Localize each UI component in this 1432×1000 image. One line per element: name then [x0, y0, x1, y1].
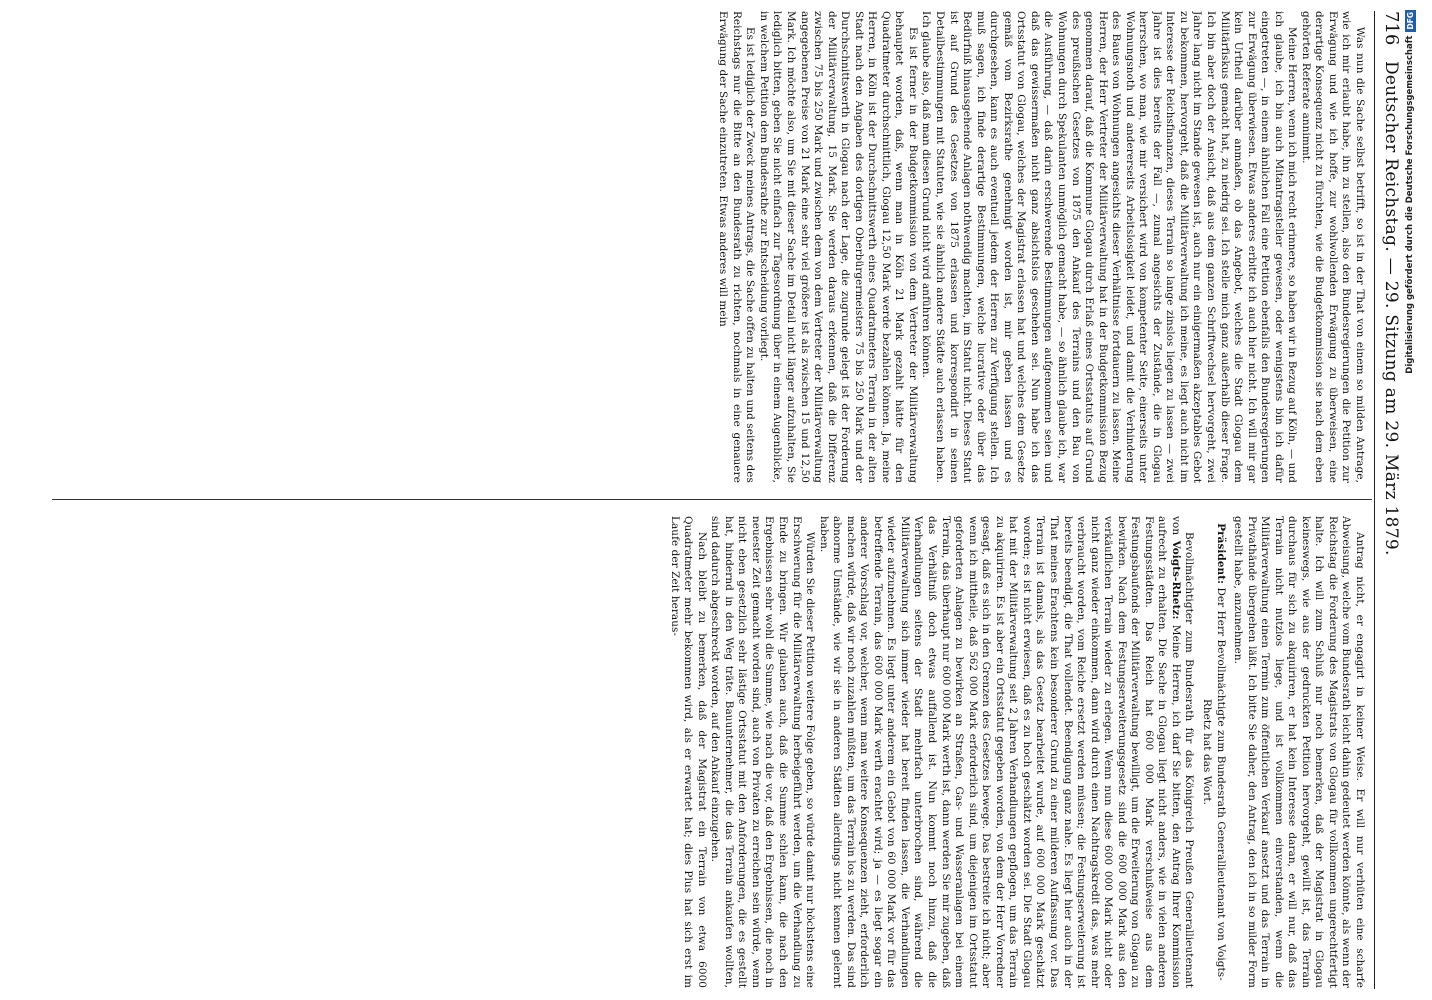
paragraph: Nach bleibt zu bemerken, daß der Magistrat ein Terrain von etwa 6000 Quadratmeter mehr bekommen wird, als er erwartet hat; dies Plus hat sich erst im Laufe der Zeit heraus-	[668, 516, 708, 988]
rotated-page-content	[30, 11, 1402, 989]
president-paragraph	[1199, 516, 1226, 988]
header-rule	[1374, 11, 1375, 989]
page-number: 716	[1381, 11, 1402, 46]
running-head-title: Deutscher Reichstag. — 29. Sitzung am 29. März 1879.	[1381, 61, 1401, 556]
dfg-logo: DFG	[1405, 12, 1415, 30]
paragraph: Antrag nicht, er engagirt in keiner Weise. Er will nur verhüten eine scharfe Abweisung, welche vom Bundesrath leicht dahin gedeutet werden könnte, als wenn der Reichstag die Forderung des Magistrats von Glogau für vollkommen ungerechtfertigt halte. Ich will zum Schluß nur noch bemerken, daß der Magistrat in Glogau keineswegs, wie aus der gedruckten Petition hervorgeht, gewillt ist, das Terrain durchaus für sich zu akquiriren, er hat kein Interesse daran, er will nur, daß das Terrain nicht nutzlos liege, und ist vollkommen einverstanden, wenn die Militärverwaltung einen Termin zum öffentlichen Verkauf ansetzt und das Terrain in Privathände übergehen läßt. Ich bitte Sie daher, den Antrag, den ich in so milder Form gestellt habe, anzunehmen.	[1232, 516, 1366, 988]
left-column	[46, 11, 1366, 483]
speaker-name: Voigts-Rhetz:	[1169, 540, 1182, 620]
speaker-title: Bevollmächtigter zum Bundesrath für das Königreich Preußen Generallieutenant von	[1169, 516, 1196, 988]
paragraph: Würden Sie dieser Petition weitere Folge geben, so würde damit nur höchstens eine Erschwerung für die Militärverwaltung herbeigeführt werden, um die Verhandlung zu Ende zu bringen. Wir glauben auch, daß die Summe schlen kann, die nach den Ergebnissen sehr wohl die Summe, wie nach die vor, daß den Ergebnissen, die noch in neuester Zeit gemacht worden sind, auch von Privaten zu erreichen sein würde, wenn nicht eben gesetzlich sehr lästige Ortsstatut mit den Anforderungen, die es gestellt hat, hindernd in den Weg träte. Bauunternehmer, die das Terrain ankaufen wollten, sind dadurch abgeschreckt worden, auf den Ankauf einzugehen.	[709, 516, 817, 988]
speech-text: Der Herr Bevollmächtigte zum Bundesrath Generallieutenant von Voigts-Rhetz hat das Wort.	[1200, 587, 1227, 981]
speech-paragraph	[816, 516, 1195, 988]
column-divider	[52, 499, 1372, 500]
paragraph: Es ist lediglich der Zweck meines Antrags, die Sache offen zu halten und seitens des Reichstags nur die Bitte an den Bundesrath zu richten, nochmals in eine genauere Erwägung der Sache einzutreten. Etwas anderes will mein	[717, 11, 757, 483]
speech-text: Meine Herren, ich darf Sie bitten, den Antrag Ihrer Kommission aufrecht zu erhalten. Die Sache in Glogau liegt nicht anders, wie in vielen anderen Festungsstädten. Das Reich hat 600 000 Mark verschußweise aus dem Festungsbaufonds der Militärverwaltung bewilligt, um die Erweiterung von Glogau zu bewirken. Nach dem Festungserweiterungsgesetz sind die 600 000 Mark aus den verkäuflichen Terrain wieder zu erlegen. Wenn nun diese 600 000 Mark nicht oder nicht ganz wieder einkommen, dann wird durch einen Nachtragskredit das, was mehr verbraucht worden, vom Reiche ersetzt werden müssen; die Festungserweiterung ist bereits beendigt, die That vollendet. Beendigung ganz nahe. Es liegt hier auch in der That meines Erachtens kein besonderer Grund zu einer milderen Auffassung vor. Das Terrain ist damals, als das Gesetz bearbeitet wurde, auf 600 000 Mark geschätzt worden; es ist nicht erwiesen, daß es zu hoch geschätzt worden sei. Die Stadt Glogau hat mit der Militärverwaltung seit 2 Jahren Verhandlungen gepflogen, um das Terrain zu akquiriren. Es ist aber ein Ortsstatut gegeben worden, von dem der Herr Vorredner gesagt, daß es sich in den Grenzen des Gesetzes bewege. Das bestreite ich nicht; aber wenn ich mittheile, daß 562 000 Mark erforderlich sind, um diejenigen im Ortsstatut geforderten Anlagen zu bewirken an Straßen, Gas- und Wasseranlagen bei einem Terrain, das überhaupt nur 600 000 Mark werth ist, dann werden Sie mir zugeben, daß das Verhältniß doch etwas auffallend ist. Nun kommt noch hinzu, daß die Verhandlungen seitens der Stadt mehrfach unterbrochen sind, während die Militärverwaltung sich immer wieder hat bereit finden lassen, die Verhandlungen wieder aufzunehmen. Es liegt unter anderem ein Gebot von 60 000 Mark vor für das betreffende Terrain, das 600 000 Mark werth erachtet wird; ja — es liegt sogar ein anderer Vorschlag vor, welcher, wenn man weitere Konsequenzen zieht, erforderlich machen würde, daß wir noch zuzahlen müßten, um das Terrain los zu werden. Das sind abnorme Umstände, wie wir sie in anderen Städten allerdings nicht kennen gelernt haben.	[817, 516, 1182, 988]
dfg-attribution-text: Digitalisierung gefördert durch die Deutsche Forschungsgemeinschaft	[1405, 35, 1415, 374]
paragraph: Meine Herren, wenn ich mich recht erinnere, so haben wir in Bezug auf Köln, — und ich glaube, ich bin auch Mitantragsteller gewesen, oder wenigstens bin ich dafür eingetreten —, in einem ähnlichen Fall eine Petition ebenfalls den Bundesregierungen zur Erwägung überwiesen. Etwas anderes erbitte ich auch hier nicht. Ich will mir gar kein Urtheil darüber anmaßen, ob das Angebot, welches die Stadt Glogau dem Militärfiskus gemacht hat, zu niedrig sei. Ich stelle mich ganz außerhalb dieser Frage. Ich bin aber doch der Ansicht, daß aus dem ganzen Schriftwechsel hervorgeht, zwei Jahre lang nicht im Stande gewesen ist, auch nur ein einigermaßen akzeptables Gebot zu bekommen, hervorgeht, daß die Militärverwaltung ich meine, es liegt auch nicht im Interesse der Reichsfinanzen, dieses Terrain so lange zinslos liegen zu lassen — zwei Jahre ist dies bereits der Fall —, zumal angesichts der Zustände, die in Glogau herrschen, wo man, wie mir versichert wird von kompetenter Seite, einerseits unter Wohnungsnoth und andererseits Arbeitslosigkeit leidet, und damit die Verhinderung des Baues von Wohnungen angesichts dieser Verhältnisse fortdauern zu lassen. Meine Herren, der Herr Vertreter der Militärverwaltung hat in der Budgetkommission Bezug genommen darauf, daß die Kommune Glogau durch Erlaß eines Ortsstatuts auf Grund des preußischen Gesetzes von 1875 den Ankauf des Terrains und den Bau von Wohnungen durch Spekulanten unmöglich gemacht habe, — so ähnlich glaube ich, war die Ausführung, — daß darin erschwerende Bestimmungen aufgenommen seien und daß das gewissermaßen nicht ganz absichtslos geschehen sei. Nun habe ich das Ortsstatut von Glogau, welches der Magistrat erlassen hat und welches dem Gesetze gemäß vom Bezirksrathe genehmigt worden ist, mir geben lassen und es durchgesehen, kann es auch eventuell jedem der Herren zur Verfügung stellen. Ich muß sagen, ich finde derartige Bestimmungen, welche lucrative oder über das Bedürfniß hinausgehende Anlagen nothwendig machten, im Statut nicht. Dieses Statut ist auf Grund des Gesetzes von 1875 erlassen und korrespondirt in seinen Detailbestimmungen mit Statuten, wie sie ähnlich andere Städte auch erlassen haben. Ich glaube also, daß man diesen Grund nicht wird anführen können.	[920, 11, 1299, 483]
dfg-attribution	[1403, 10, 1417, 990]
paragraph: Es ist ferner in der Budgetkommission von dem Vertreter der Militärverwaltung behauptet worden, daß, wenn man in Köln 21 Mark gezahlt hätte für den Quadratmeter durchschnittlich, Glogau 12,50 Mark werde bezahlen können. Ja, meine Herren, in Köln ist der Durchschnittswerth eines Quadratmeters Terrain in der alten Stadt nach den Angaben des dortigen Oberbürgermeisters 75 bis 250 Mark und der Durchschnittswerth in Glogau nach der Lage, die zugrunde gelegt ist der Forderung der Militärverwaltung, 15 Mark. Sie werden daraus erkennen, daß die Differenz zwischen 75 bis 250 Mark und zwischen dem von dem Vertreter der Militärverwaltung angegebenen Preise von 21 Mark eine sehr viel größere ist als zwischen 15 und 12,50 Mark. Ich möchte also, um Sie mit dieser Sache im Detail nicht länger aufzuhalten, Sie lediglich bitten, geben Sie nicht einfach zur Tagesordnung über in einem Augenblicke, in welchem Petition dem Bundesrathe zur Entscheidung vorliegt.	[757, 11, 919, 483]
running-head	[1378, 11, 1402, 989]
speaker-name: Präsident:	[1214, 523, 1227, 585]
paragraph: Was nun die Sache selbst betrifft, so ist in der That von einem so milden Antrage, wie ich mir erlaubt habe, ihn zu stellen, also den Bundesregierungen die Petition zur Erwägung und wie ich hoffe, zur wohlwollenden Erwägung zu überweisen, eine derartige Konsequenz nicht zu fürchten, wie die Budgetkommission sie nach dem eben gehörten Referate annimmt.	[1299, 11, 1366, 483]
right-column	[46, 516, 1366, 988]
